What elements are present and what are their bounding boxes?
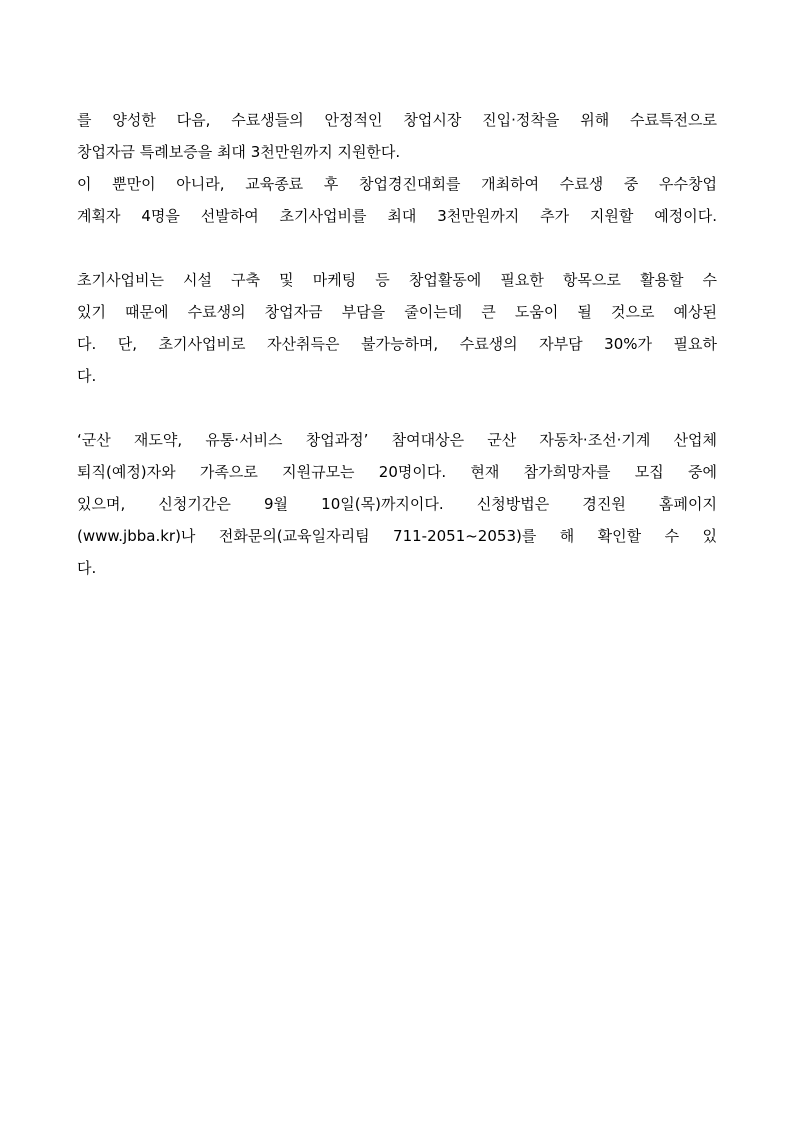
document-page [77, 104, 717, 584]
text-line: ‘군산 재도약, 유통·서비스 창업과정’ 참여대상은 군산 자동차·조선·기계 산업체 [77, 431, 717, 449]
paragraph-support-benefits [77, 104, 717, 168]
paragraph-eligibility-application [77, 424, 717, 584]
text-line: 있으며, 신청기간은 9월 10일(목)까지이다. 신청방법은 경진원 홈페이지 [77, 495, 717, 513]
text-line: 계획자 4명을 선발하여 초기사업비를 최대 3천만원까지 추가 지원할 예정이다. [77, 207, 717, 225]
paragraph-startup-contest [77, 168, 717, 232]
text-line: 를 양성한 다음, 수료생들의 안정적인 창업시장 진입·정착을 위해 수료특전으로 [77, 111, 717, 129]
text-line: 창업자금 특례보증을 최대 3천만원까지 지원한다. [77, 143, 401, 161]
text-line: 퇴직(예정)자와 가족으로 지원규모는 20명이다. 현재 참가희망자를 모집 중에 [77, 463, 717, 481]
text-line: 초기사업비는 시설 구축 및 마케팅 등 창업활동에 필요한 항목으로 활용할 수 [77, 271, 717, 289]
paragraph-initial-business-cost [77, 264, 717, 392]
text-line: 다. [77, 367, 97, 385]
text-line: 다. [77, 559, 97, 577]
paragraph-spacer [77, 232, 717, 264]
paragraph-spacer [77, 392, 717, 424]
text-line: 이 뿐만이 아니라, 교육종료 후 창업경진대회를 개최하여 수료생 중 우수창업 [77, 175, 717, 193]
text-line: 다. 단, 초기사업비로 자산취득은 불가능하며, 수료생의 자부담 30%가 필요하 [77, 335, 717, 353]
text-line: 있기 때문에 수료생의 창업자금 부담을 줄이는데 큰 도움이 될 것으로 예상된 [77, 303, 717, 321]
text-line: (www.jbba.kr)나 전화문의(교육일자리팀 711-2051~2053)를 해 확인할 수 있 [77, 527, 717, 545]
